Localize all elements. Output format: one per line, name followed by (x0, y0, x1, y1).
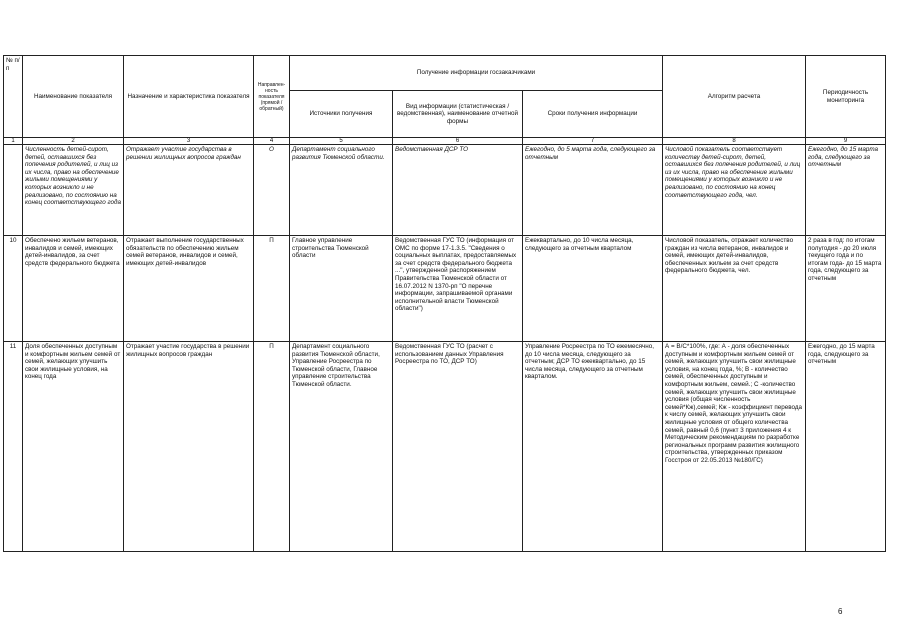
table-row (4, 342, 886, 552)
row-period: Ежегодно, до 15 марта года, следующего за отчетным (806, 342, 886, 552)
row-info-type: Ведомственная ДСР ТО (393, 145, 523, 236)
header-period: Периодичность мониторинга (806, 56, 886, 138)
header-indicator: Наименование показателя (23, 56, 124, 138)
row-num: 11 (4, 342, 23, 552)
row-period: 2 раза в год: по итогам полугодия - до 20 июля текущего года и по итогам года- до 15 марта года, следующего за отчетным (806, 236, 886, 342)
row-num (4, 145, 23, 236)
row-terms: Ежегодно, до 5 марта года, следующего за отчетным (523, 145, 663, 236)
row-indicator: Обеспечено жильем ветеранов, инвалидов и семей, имеющих детей-инвалидов, за счет средств федерального бюджета (23, 236, 124, 342)
table-row (4, 236, 886, 342)
row-info-type: Ведомственная ГУС ТО (расчет с использованием данных Управления Росреестра по ТО, ДСР ТО) (393, 342, 523, 552)
row-terms: Управление Росреестра по ТО ежемесячно, до 10 числа месяца, следующего за отчетным; ДСР ТО ежеквартально, до 15 числа месяца, следующего за отчетным кварталом. (523, 342, 663, 552)
row-purpose: Отражает участие государства в решении жилищных вопросов граждан (124, 342, 254, 552)
row-terms: Ежеквартально, до 10 числа месяца, следующего за отчетным кварталом (523, 236, 663, 342)
row-purpose: Отражает выполнение государственных обязательств по обеспечению жильем семей ветеранов, инвалидов и семей, имеющих детей-инвалидов (124, 236, 254, 342)
row-direction: П (254, 342, 290, 552)
row-source: Департамент социального развития Тюменской области. (290, 145, 393, 236)
row-direction: П (254, 236, 290, 342)
table-row (4, 145, 886, 236)
row-indicator: Доля обеспеченных доступным и комфортным жильем семей от семей, желающих улучшить свои жилищные условия, на конец года (23, 342, 124, 552)
header-source: Источники получения (290, 91, 393, 138)
header-info-type: Вид информации (статистическая / ведомственная), наименование отчетной формы (393, 91, 523, 138)
col-number: 7 (523, 138, 663, 145)
col-number: 1 (4, 138, 23, 145)
col-number: 8 (663, 138, 806, 145)
header-group: Получение информации госзаказчиками (290, 56, 663, 91)
column-number-row (4, 138, 886, 145)
row-source: Главное управление строительства Тюменской области (290, 236, 393, 342)
col-number: 6 (393, 138, 523, 145)
row-source: Департамент социального развития Тюменской области, Управление Росреестра по Тюменской области, Главное управление строительства Тюменской области. (290, 342, 393, 552)
col-number: 5 (290, 138, 393, 145)
row-algorithm: Числовой показатель, отражает количество граждан из числа ветеранов, инвалидов и семей, имеющих детей-инвалидов, обеспеченных жильем за счет средств федерального бюджета, чел. (663, 236, 806, 342)
col-number: 3 (124, 138, 254, 145)
row-direction: О (254, 145, 290, 236)
page-number: 6 (838, 607, 843, 616)
header-terms: Сроки получения информации (523, 91, 663, 138)
col-number: 4 (254, 138, 290, 145)
row-period: Ежегодно, до 15 марта года, следующего за отчетным (806, 145, 886, 236)
header-purpose: Назначение и характеристика показателя (124, 56, 254, 138)
col-number: 9 (806, 138, 886, 145)
row-info-type: Ведомственная ГУС ТО (информация от ОМС по форме 17-1.3.5. "Сведения о социальных выплатах, предоставляемых за счет средств федерального бюджета ...", утвержденной распоряжением Правительства Тюменской области от 16.07.2012 N 1370-рп "О перечне информации, запрашиваемой органами исполнительной власти Тюменской области") (393, 236, 523, 342)
row-num: 10 (4, 236, 23, 342)
row-algorithm: Числовой показатель соответствует количеству детей-сирот, детей, оставшихся без попечения родителей, и лиц из их числа, право на обеспечение жилыми помещениями у которых возникло и не реализовано, по состоянию на конец соответствующего года, чел. (663, 145, 806, 236)
header-direction: Направлен-ность показателя (прямой / обратный) (254, 56, 290, 138)
monitoring-table (3, 55, 886, 552)
col-number: 2 (23, 138, 124, 145)
row-purpose: Отражает участие государства в решении жилищных вопросов граждан (124, 145, 254, 236)
header-num: № п/п (4, 56, 23, 138)
row-indicator: Численность детей-сирот, детей, оставшихся без попечения родителей, и лиц из их числа, право на обеспечение жилыми помещениями у которых возникло и не реализовано, по состоянию на конец соответствующего года (23, 145, 124, 236)
header-algorithm: Алгоритм расчета (663, 56, 806, 138)
row-algorithm: А = В/С*100%, где: А - доля обеспеченных доступным и комфортным жильем семей от семей, желающих улучшить свои жилищные условия, на конец года, %; В - количество семей, обеспеченных доступным и комфортным жильем, семей.; С -количество семей, желающих улучшить свои жилищные условия (общая численность семей*Кж),семей; Кж - коэффициент перевода к числу семей, желающих улучшить свои жилищные условия от общего количества семей, равный 0,6 (пункт 3 приложения 4 к Методическим рекомендациям по разработке региональных программ развития жилищного строительства, утвержденных приказом Госстроя от 22.05.2013 №180/ГС) (663, 342, 806, 552)
